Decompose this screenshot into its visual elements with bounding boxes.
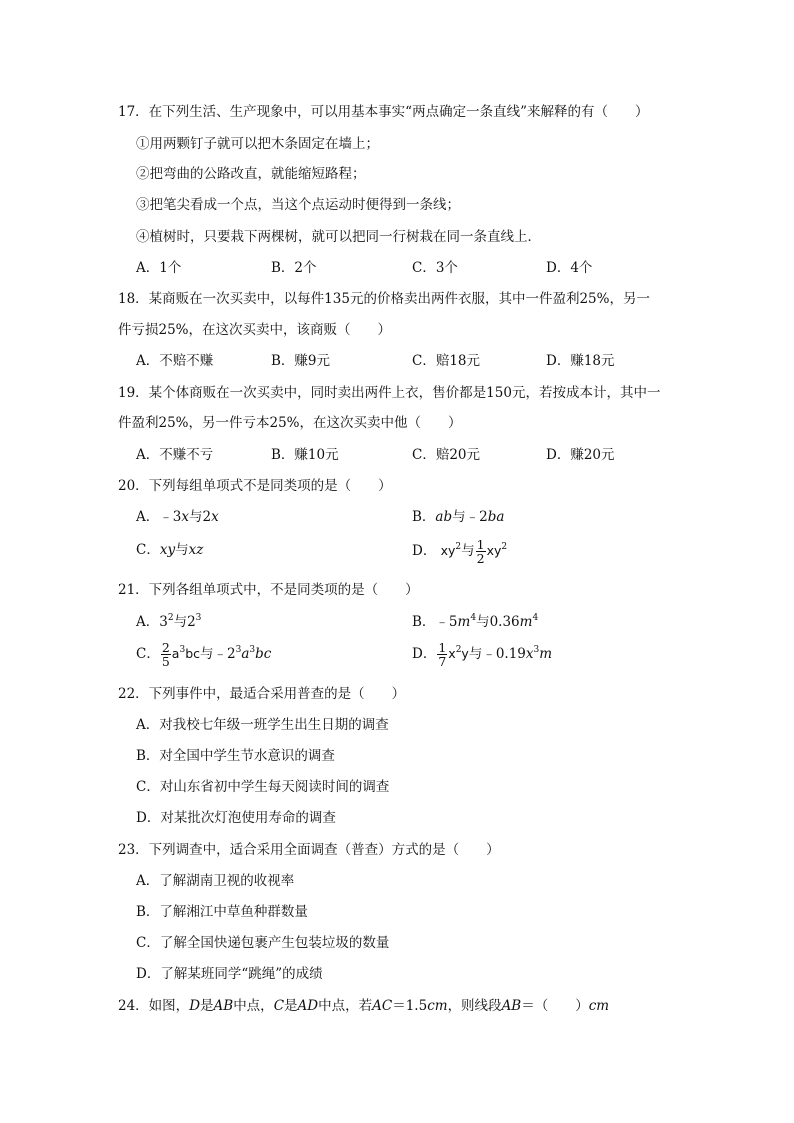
q23-option-b: B．了解湘江中草鱼种群数量 — [136, 904, 308, 920]
q21-option-b: B．$﹣5m^4$与$0.36m^4$ — [412, 613, 539, 630]
statement-1: ①用两颗钉子就可以把木条固定在墙上； — [136, 136, 379, 152]
q18-option-d: D．赚18元 — [546, 353, 615, 369]
q19-option-d: D．赚20元 — [546, 447, 615, 463]
q22-option-d: D．对某批次灯泡使用寿命的调查 — [136, 810, 336, 826]
question-23-stem: 23．下列调查中，适合采用全面调查（普查）方式的是（ ） — [118, 842, 500, 858]
statement-2: ②把弯曲的公路改直，就能缩短路程； — [136, 166, 366, 182]
q17-option-b: B．2个 — [271, 260, 317, 276]
question-19-stem-line1: 19．某个体商贩在一次买卖中，同时卖出两件上衣，售价都是150元，若按成本计，其中一 — [118, 385, 661, 401]
question-19-stem-line2: 件盈利25%，另一件亏本25%，在这次买卖中他（ ） — [118, 415, 462, 431]
q17-option-a: A．1个 — [136, 260, 182, 276]
q18-option-a: A．不赔不赚 — [136, 353, 214, 369]
question-22-stem: 22．下列事件中，最适合采用普查的是（ ） — [118, 686, 406, 702]
statement-3: ③把笔尖看成一个点，当这个点运动时便得到一条线； — [136, 197, 460, 213]
q21-option-d: D． $\frac{1}{7}$ $x^2y$与$﹣0.19x^3m$ — [412, 640, 553, 669]
q20-option-c: C．xy与xz — [136, 542, 204, 558]
fraction-one-seventh: $\frac{1}{7}$ — [438, 640, 447, 669]
q19-option-a: A．不赚不亏 — [136, 447, 214, 463]
q17-option-d: D．4个 — [546, 260, 593, 276]
q22-option-b: B．对全国中学生节水意识的调查 — [136, 748, 335, 764]
fraction-two-fifths: $\frac{2}{5}$ — [161, 640, 170, 669]
q22-option-c: C．对山东省初中学生每天阅读时间的调查 — [136, 779, 390, 795]
fraction-one-half: $\frac{1}{2}$ — [476, 537, 485, 566]
q22-option-a: A．对我校七年级一班学生出生日期的调查 — [136, 717, 389, 733]
question-20-stem: 20．下列每组单项式不是同类项的是（ ） — [118, 478, 392, 494]
question-18-stem-line2: 件亏损25%，在这次买卖中，该商贩（ ） — [118, 322, 392, 338]
question-17-stem: 17．在下列生活、生产现象中，可以用基本事实“两点确定一条直线”来解释的有（ ） — [118, 104, 649, 120]
q18-option-b: B．赚9元 — [271, 353, 331, 369]
q18-option-c: C．赔18元 — [412, 353, 481, 369]
q20-option-a: A．﹣3x与2x — [136, 509, 219, 525]
q19-option-c: C．赔20元 — [412, 447, 481, 463]
q23-option-d: D．了解某班同学“跳绳”的成绩 — [136, 966, 323, 982]
q20-option-b: B．ab与﹣2ba — [412, 509, 505, 525]
q21-option-a: A．$3^2$与$2^3$ — [136, 613, 202, 630]
q20-option-d: D． $xy^2$与 $\frac{1}{2}$ $xy^2$ — [412, 537, 508, 566]
question-21-stem: 21．下列各组单项式中，不是同类项的是（ ） — [118, 582, 419, 598]
statement-4: ④植树时，只要栽下两棵树，就可以把同一行树栽在同一条直线上． — [136, 229, 541, 245]
q21-option-c: C． $\frac{2}{5}$ $a^3bc$与$﹣2^3a^3bc$ — [136, 640, 272, 669]
question-18-stem-line1: 18．某商贩在一次买卖中，以每件135元的价格卖出两件衣服，其中一件盈利25%，另一 — [118, 291, 650, 307]
q23-option-c: C．了解全国快递包裹产生包装垃圾的数量 — [136, 935, 390, 951]
q19-option-b: B．赚10元 — [271, 447, 339, 463]
question-24-stem: 24．如图，D是AB中点，C是AD中点，若AC＝1.5cm，则线段AB＝（ ）cm — [118, 998, 610, 1014]
q23-option-a: A．了解湖南卫视的收视率 — [136, 873, 295, 889]
q17-option-c: C．3个 — [412, 260, 458, 276]
